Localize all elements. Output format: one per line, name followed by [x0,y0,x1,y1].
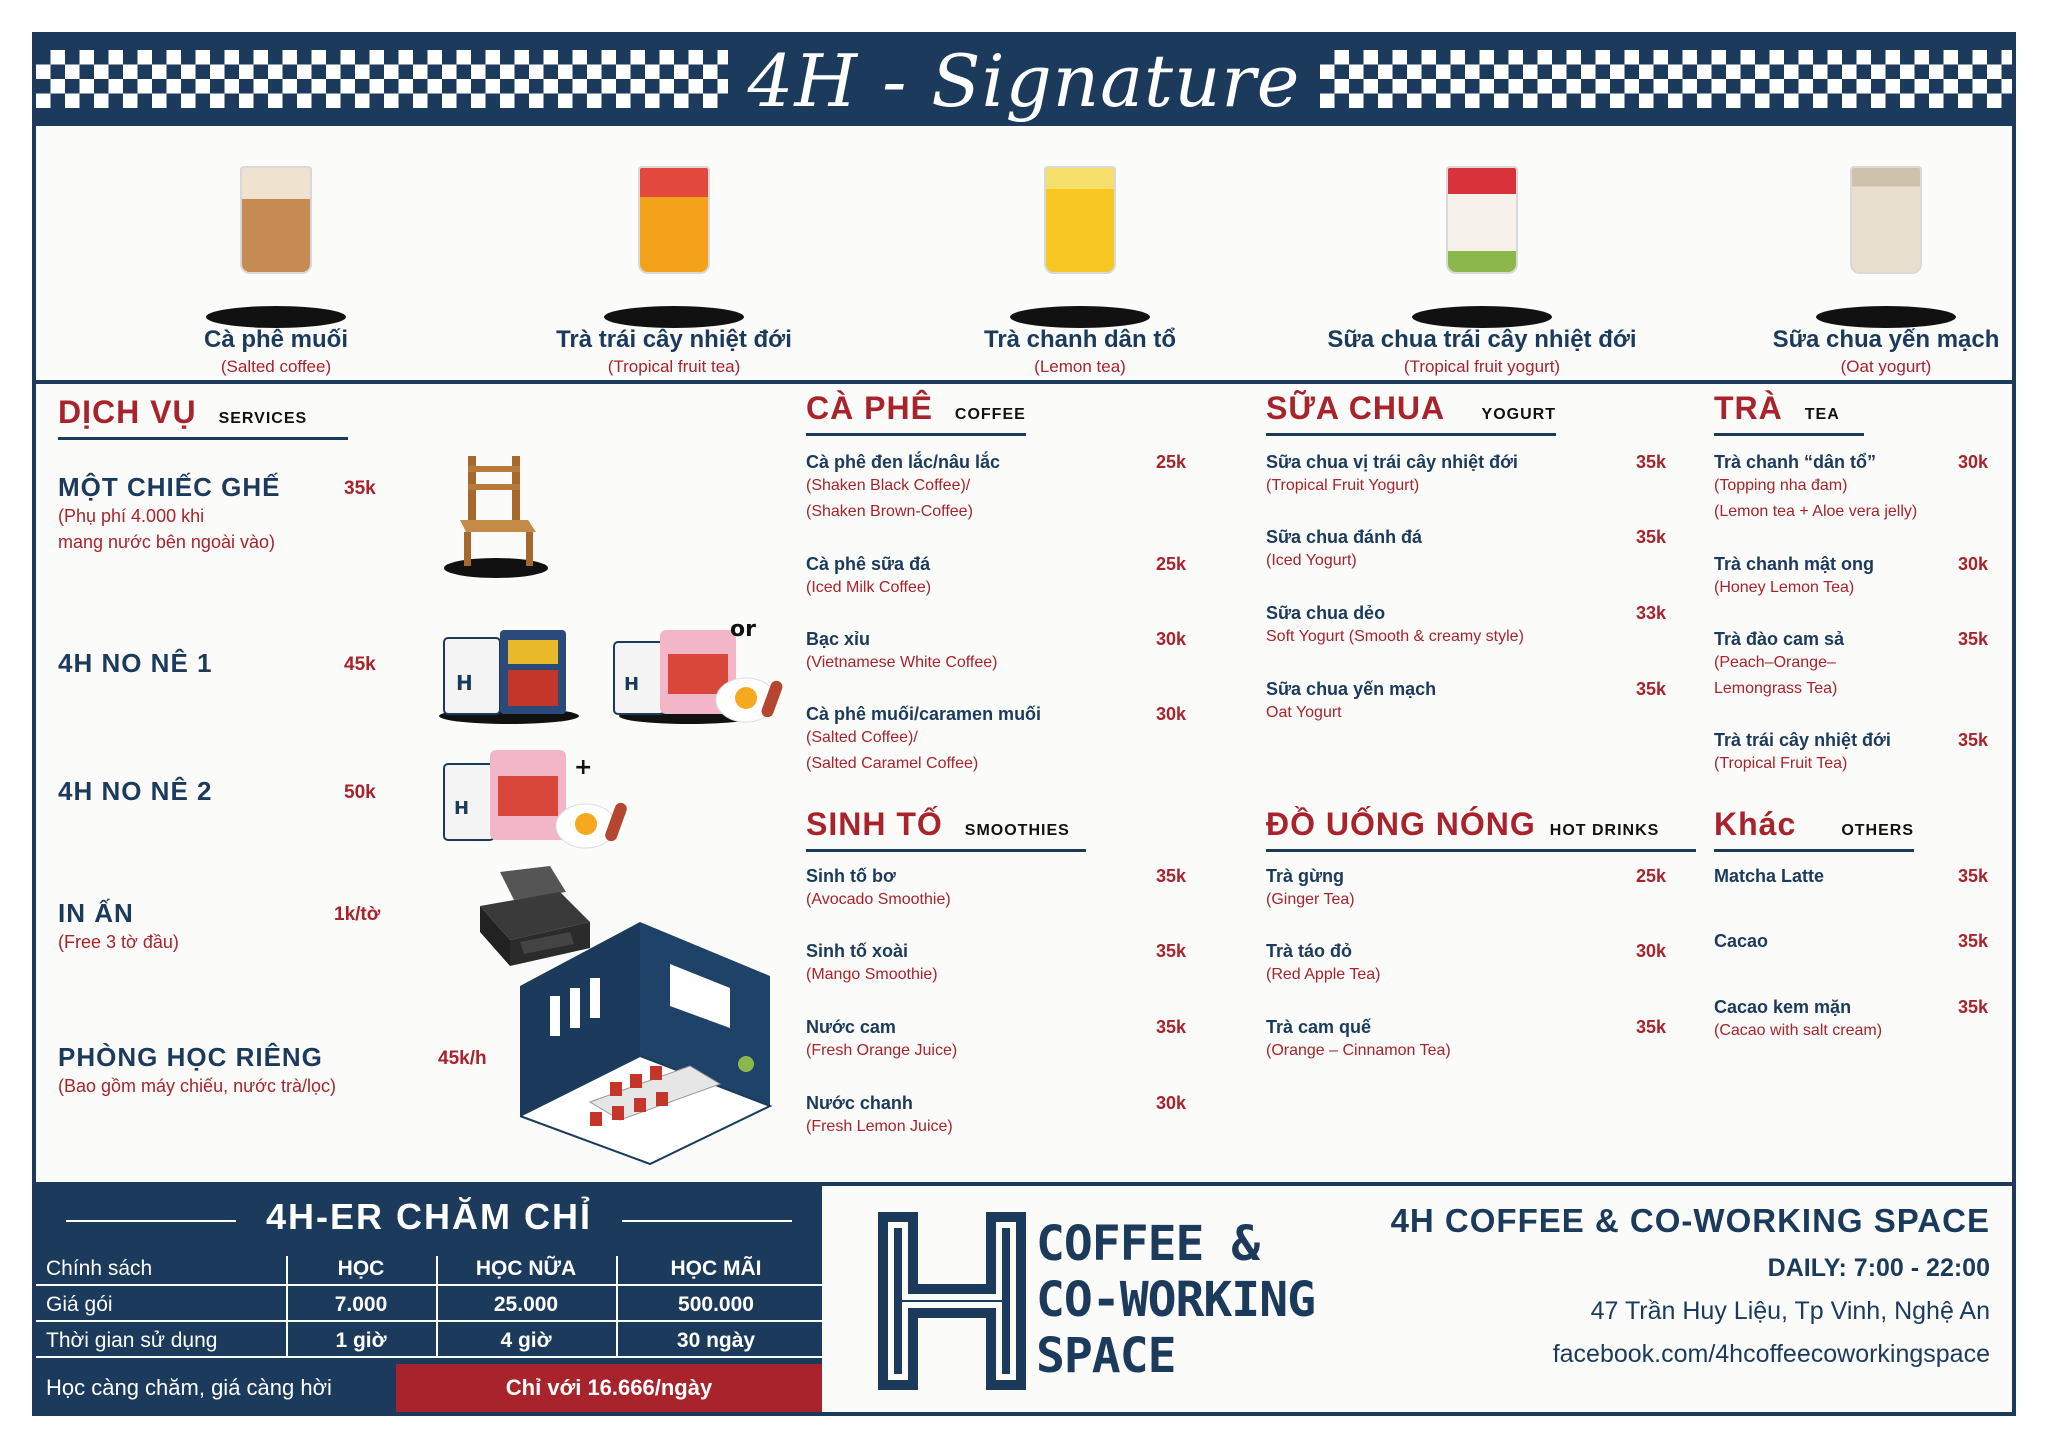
smoothies-list [806,866,1186,1176]
table-cell: 500.000 [678,1293,754,1316]
menu-item [1714,997,1988,1044]
signature-name: Cà phê muối [203,326,348,353]
smoothies-section [806,806,1086,852]
hot-drinks-section [1266,806,1696,852]
item-sub: (Shaken Black Coffee)/ [806,477,971,494]
others-title-vi: Khác [1714,806,1797,842]
menu-item [1266,679,1666,726]
item-sub: Oat Yogurt [1266,704,1342,721]
others-list [1714,866,1988,1096]
item-price: 35k [1155,941,1186,961]
table-cell: 7.000 [334,1293,388,1316]
service-sub: mang nước bên ngoài vào) [58,532,275,552]
signature-en: (Tropical fruit tea) [607,357,741,376]
item-price: 35k [1957,997,1988,1017]
item-price: 35k [1957,730,1988,750]
item-name: Bạc xỉu [806,629,871,649]
service-name: IN ẤN [58,898,134,928]
checker-pattern-left [36,50,728,108]
signature-name: Sữa chua yến mạch [1772,326,2000,353]
item-sub: (Fresh Orange Juice) [806,1042,958,1059]
service-price: 35k [344,478,376,499]
item-name: Sữa chua yến mạch [1266,679,1437,699]
item-price: 30k [1155,704,1186,724]
item-name: Nước cam [806,1017,896,1037]
item-sub: (Fresh Lemon Juice) [806,1118,953,1135]
noodle-combo-2-icon [434,724,654,854]
item-name: Cacao kem mặn [1714,997,1852,1017]
signature-item [910,126,1250,384]
hot-drinks-title-en: HOT DRINKS [1549,822,1660,839]
item-sub: Soft Yogurt (Smooth & creamy style) [1266,628,1524,645]
table-cell: 1 giờ [335,1329,387,1352]
item-name: Sữa chua dẻo [1266,603,1386,623]
item-name: Sữa chua đánh đá [1266,527,1423,547]
others-title-en: OTHERS [1841,822,1914,839]
hot-drinks-heading [1266,806,1696,852]
item-sub: (Mango Smoothie) [806,966,938,983]
menu-item [1266,1017,1666,1064]
item-price: 30k [1957,452,1988,472]
shadow-base [1816,306,1956,328]
item-sub: (Ginger Tea) [1266,891,1355,908]
menu-item [1266,527,1666,574]
menu-item [806,1093,1186,1140]
menu-item [1266,866,1666,913]
signature-name: Trà chanh dân tổ [983,326,1177,353]
address: 47 Trần Huy Liệu, Tp Vinh, Nghệ An [1590,1297,1990,1325]
service-sub: (Bao gồm máy chiếu, nước trà/lọc) [58,1076,336,1096]
services-section [58,394,348,440]
noodle-combo-1-icon [434,594,804,724]
yogurt-section [1266,390,1556,436]
menu-item [806,452,1186,525]
item-price: 30k [1155,629,1186,649]
item-name: Trà táo đỏ [1266,941,1353,961]
shadow-base [1412,306,1552,328]
item-sub: (Topping nha đam) [1714,477,1848,494]
yogurt-title-vi: SỮA CHUA [1266,390,1446,426]
item-price: 35k [1635,679,1666,699]
oat-yogurt-icon [1846,166,1926,286]
coffee-section [806,390,1026,436]
item-name: Sữa chua vị trái cây nhiệt đới [1266,452,1518,472]
item-name: Sinh tố xoài [806,941,909,961]
table-divider [286,1256,288,1358]
menu-item [1714,452,1988,525]
shadow-base [604,306,744,328]
logo-line: SPACE [1036,1328,1176,1384]
menu-item [806,941,1186,988]
service-combo-1 [58,648,418,688]
signature-strip [36,126,2012,384]
membership-panel [36,1182,822,1412]
item-price: 30k [1957,554,1988,574]
table-row [36,1288,822,1322]
table-cell: 25.000 [493,1293,559,1316]
tea-heading [1714,390,1864,436]
item-sub: (Iced Milk Coffee) [806,579,932,596]
menu-item [1714,931,1988,952]
item-sub: Lemongrass Tea) [1714,680,1838,697]
header-banner [36,36,2012,126]
svg-text:H: H [454,798,470,819]
logo-line: CO-WORKING [1036,1272,1315,1328]
table-header-cell: HỌC NỮA [475,1257,577,1280]
item-name: Nước chanh [806,1093,913,1113]
meeting-room-icon [520,916,780,1166]
item-price: 35k [1155,866,1186,886]
svg-text:H: H [456,671,473,695]
service-name: 4H NO NÊ 1 [58,648,213,678]
menu-item [806,704,1186,777]
item-price: 35k [1957,629,1988,649]
or-label: or [730,617,756,642]
tea-title-vi: TRÀ [1714,390,1783,426]
services-title-vi: DỊCH VỤ [58,394,197,430]
smoothies-title-vi: SINH TỐ [806,806,943,842]
yogurt-title-en: YOGURT [1481,406,1556,423]
item-sub: (Vietnamese White Coffee) [806,654,998,671]
menu-item [806,554,1186,601]
table-row [36,1324,822,1358]
signature-item [1312,126,1652,384]
table-header-cell: Chính sách [46,1257,153,1280]
service-price: 1k/tờ [334,904,381,925]
fruit-yogurt-icon [1442,166,1522,286]
item-name: Matcha Latte [1714,866,1825,886]
service-chair [58,472,418,562]
menu-item [806,629,1186,676]
brand-name: 4H COFFEE & CO-WORKING SPACE [1390,1202,1990,1239]
service-sub: (Phụ phí 4.000 khi [58,506,205,526]
item-price: 35k [1155,1017,1186,1037]
brand-info [1391,1202,1990,1369]
item-price: 35k [1957,866,1988,886]
services-title-en: SERVICES [218,410,308,427]
brand-panel [822,1182,2012,1412]
logo-line: COFFEE & [1036,1216,1260,1272]
signature-name: Sữa chua trái cây nhiệt đới [1327,326,1637,353]
tea-section [1714,390,1864,436]
item-sub: (Peach–Orange– [1714,654,1836,671]
table-cell: Giá gói [46,1293,113,1316]
item-price: 25k [1155,554,1186,574]
service-price: 45k [344,654,376,675]
menu-item [806,1017,1186,1064]
promo-price: Chỉ với 16.666/ngày [396,1364,822,1412]
facebook-link[interactable]: facebook.com/4hcoffeecoworkingspace [1552,1340,1990,1368]
item-price: 35k [1635,527,1666,547]
item-sub: (Tropical Fruit Yogurt) [1266,477,1420,494]
coffee-heading [806,390,1026,436]
item-sub: (Avocado Smoothie) [806,891,951,908]
coffee-title-vi: CÀ PHÊ [806,390,933,426]
item-name: Trà trái cây nhiệt đới [1714,730,1891,750]
checker-pattern-right [1320,50,2012,108]
shadow-base [206,306,346,328]
logo-wordmark [1036,1216,1336,1384]
signature-name: Trà trái cây nhiệt đới [556,326,792,353]
signature-en: (Lemon tea) [1034,357,1126,376]
item-name: Cà phê sữa đá [806,554,931,574]
item-price: 33k [1635,603,1666,623]
service-private-room [58,1042,487,1112]
item-name: Trà chanh “dân tổ” [1714,452,1877,472]
item-price: 35k [1635,452,1666,472]
shadow-base [1010,306,1150,328]
item-name: Sinh tố bơ [806,866,896,886]
signature-item [504,126,844,384]
menu-item [1266,452,1666,499]
item-name: Trà đào cam sả [1714,629,1845,649]
signature-item [106,126,446,384]
menu-board [32,32,2016,1416]
item-sub: (Shaken Brown-Coffee) [806,503,973,520]
item-sub: (Honey Lemon Tea) [1714,579,1855,596]
service-name: PHÒNG HỌC RIÊNG [58,1042,323,1072]
item-name: Trà cam quế [1266,1017,1372,1037]
menu-item [1266,941,1666,988]
service-combo-2 [58,776,418,816]
menu-item [1714,866,1988,887]
table-cell: Thời gian sử dụng [46,1329,218,1352]
item-price: 25k [1155,452,1186,472]
yogurt-list [1266,452,1666,772]
h-logo-icon [872,1206,1032,1396]
menu-item [1714,554,1988,601]
item-price: 35k [1635,1017,1666,1037]
lemon-tea-icon [1040,166,1120,286]
brand-logo [872,1206,1315,1396]
item-price: 35k [1957,931,1988,951]
menu-item [1714,629,1988,702]
signature-item [1716,126,2048,384]
smoothies-title-en: SMOOTHIES [964,822,1070,839]
item-price: 30k [1155,1093,1186,1113]
service-name: 4H NO NÊ 2 [58,776,213,806]
item-sub: (Lemon tea + Aloe vera jelly) [1714,503,1918,520]
item-sub: (Iced Yogurt) [1266,552,1357,569]
yogurt-heading [1266,390,1556,436]
salted-coffee-icon [236,166,316,286]
item-sub: (Salted Caramel Coffee) [806,755,979,772]
item-price: 30k [1635,941,1666,961]
others-section [1714,806,1914,852]
service-name: MỘT CHIẾC GHẾ [58,472,281,502]
item-name: Cà phê muối/caramen muối [806,704,1042,724]
hot-drinks-list [1266,866,1666,1106]
signature-en: (Oat yogurt) [1840,357,1932,376]
item-sub: (Orange – Cinnamon Tea) [1266,1042,1451,1059]
table-header-cell: HỌC [337,1257,385,1280]
chair-icon [436,450,556,580]
svg-text:H: H [624,674,640,695]
signature-en: (Salted coffee) [220,357,332,376]
table-cell: 4 giờ [500,1329,552,1352]
item-sub: (Salted Coffee)/ [806,729,918,746]
tropical-fruit-tea-icon [634,166,714,286]
item-sub: (Tropical Fruit Tea) [1714,755,1848,772]
item-sub: (Cacao with salt cream) [1714,1022,1883,1039]
service-printing [58,898,418,968]
service-price: 50k [344,782,376,803]
plus-label: + [574,755,593,780]
tea-list [1714,452,1988,812]
table-divider [436,1256,438,1358]
signature-en: (Tropical fruit yogurt) [1403,357,1561,376]
opening-hours: DAILY: 7:00 - 22:00 [1767,1254,1990,1282]
service-price: 45k/h [438,1048,487,1069]
hot-drinks-title-vi: ĐỒ UỐNG NÓNG [1266,806,1536,842]
coffee-title-en: COFFEE [954,406,1026,423]
item-name: Trà chanh mật ong [1714,554,1875,574]
item-price: 25k [1635,866,1666,886]
smoothies-heading [806,806,1086,852]
service-sub: (Free 3 tờ đầu) [58,932,179,952]
services-heading [58,394,348,440]
table-header-row [36,1252,822,1286]
page-title: 4H - Signature [747,39,1301,123]
table-divider [616,1256,618,1358]
table-header-cell: HỌC MÃI [670,1257,762,1280]
tea-title-en: TEA [1804,406,1840,423]
item-name: Cà phê đen lắc/nâu lắc [806,452,1001,472]
menu-item [1714,730,1988,777]
item-name: Cacao [1714,931,1769,951]
menu-item [806,866,1186,913]
item-name: Trà gừng [1266,866,1345,886]
promo-slogan: Học càng chăm, giá càng hời [46,1375,332,1400]
others-heading [1714,806,1914,852]
membership-title: 4H-ER CHĂM CHỈ [36,1196,822,1238]
table-cell: 30 ngày [676,1329,756,1352]
menu-item [1266,603,1666,650]
item-sub: (Red Apple Tea) [1266,966,1381,983]
